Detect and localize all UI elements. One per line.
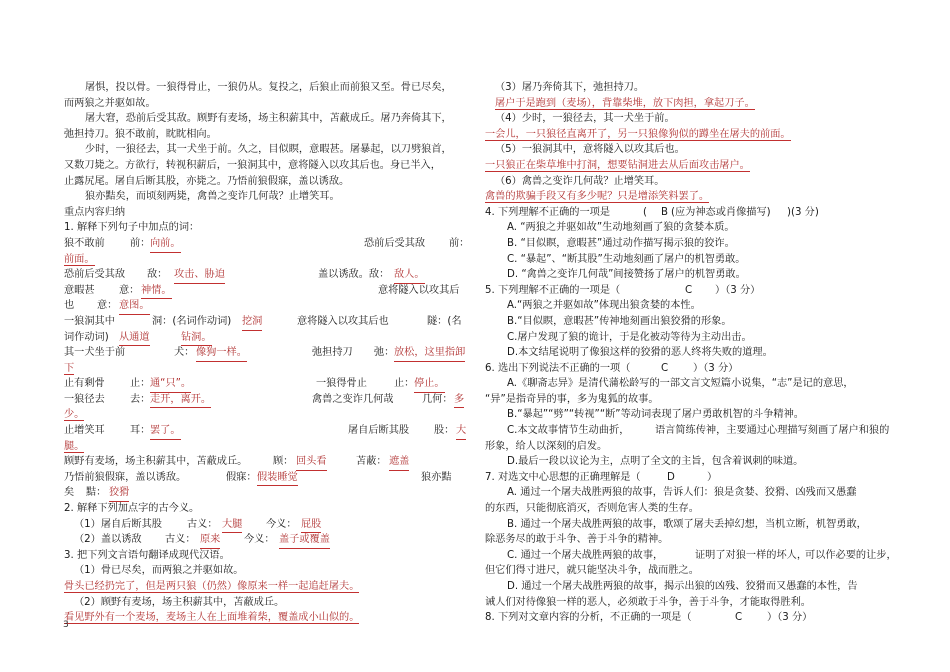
- question-title: 2. 解释下列加点字的古今义。: [64, 503, 200, 515]
- vocab-row: [64, 361, 464, 377]
- answer: 多: [454, 392, 464, 409]
- vocab-row: 一狼洞其中 洞：(名词作动词) 挖洞 意将隧入以攻其后也 隧：(名: [64, 314, 464, 330]
- passage-line: 又数刀毙之。方欲行，转视积薪后，一狼洞其中，意将隧入以攻其后也。身已半入，: [64, 159, 441, 171]
- question-title: 1. 解释下列句子中加点的词：: [64, 222, 200, 234]
- answer: 向前。: [150, 236, 181, 253]
- answer: 下: [64, 362, 75, 374]
- answer: 骨头已经扔完了，但是两只狼（仍然）像原来一样一起追赶屠夫。: [64, 581, 360, 592]
- answer: 走开，离开。: [150, 392, 211, 409]
- option: 但它们得寸进尺，就只能坚决斗争，战而胜之。: [485, 565, 699, 577]
- option: 除恶务尽的敢于斗争、善于斗争的精神。: [485, 534, 669, 546]
- answer: 放松，这里指卸: [394, 345, 465, 362]
- passage-line: 弛担持刀。狼不敢前，眈眈相向。: [64, 128, 217, 140]
- answer: 狡猾: [109, 485, 129, 502]
- answer: 假装睡觉: [257, 470, 298, 487]
- gujin-row: （1）屠自后断其股 古义： 大腿 今义： 屁股: [64, 517, 464, 533]
- passage-line: 屠大窘，恐前后受其敌。顾野有麦场，场主积薪其中，苫蔽成丘。屠乃奔倚其下，: [85, 113, 452, 125]
- translate-prompt: （2）顾野有麦场，场主积薪其中，苫蔽成丘。: [74, 596, 285, 608]
- option: D. “禽兽之变诈几何哉”间接赞扬了屠户的机智勇敢。: [507, 269, 746, 281]
- option: A.“两狼之并驱如故”体现出狼贪婪的本性。: [507, 300, 701, 312]
- vocab-row: 一狼径去 去： 走开，离开。 禽兽之变诈几何哉 几何： 多: [64, 392, 464, 408]
- answer-choice: D: [667, 471, 675, 483]
- option: 形象，给人以深刻的启发。: [485, 440, 608, 452]
- answer: 回头看: [296, 454, 327, 471]
- answer: 盖子或覆盖: [279, 532, 330, 549]
- answer-choice: C: [685, 284, 693, 296]
- answer: 原来: [200, 532, 220, 549]
- answer: 挖洞: [242, 314, 262, 331]
- question-title: 3. 把下列文言语句翻译成现代汉语。: [64, 549, 230, 561]
- passage-line: 而两狼之并驱如故。: [64, 97, 156, 109]
- option: D.最后一段以议论为主，点明了全文的主旨，包含着讽刺的味道。: [507, 456, 804, 468]
- option: D. 通过一个屠夫战胜两狼的故事，揭示出狼的凶残、狡猾而又愚蠢的本性，告: [507, 581, 858, 592]
- passage-line: 屠惧，投以骨。一狼得骨止，一狼仍从。复投之，后狼止而前狼又至。骨已尽矣，: [85, 82, 452, 93]
- vocab-row: [64, 439, 464, 455]
- answer: 敌人。: [394, 267, 425, 284]
- answer: 少。: [64, 409, 85, 421]
- passage-line: 少时，一狼径去，其一犬坐于前。久之，目似瞑，意暇甚。屠暴起，以刀劈狼首，: [85, 144, 452, 156]
- translate-prompt: （4）少时，一狼径去，其一犬坐于前。: [495, 113, 675, 125]
- answer: 停止。: [414, 376, 445, 393]
- option: B. 通过一个屠夫战胜两狼的故事，歌颂了屠夫丢掉幻想，当机立断，机智勇敢，: [507, 518, 867, 530]
- option: “异”是指奇异的事，多为鬼狐的故事。: [485, 393, 659, 405]
- answer: 遮盖: [389, 454, 409, 471]
- question-4: 4. 下列理解不正确的一项是 ( B (应为神态或肖像描写) )(3 分): [485, 205, 890, 221]
- answer: 前面。: [64, 253, 95, 265]
- passage-line: 狼亦黠矣，而顷刻两毙，禽兽之变诈几何哉？止增笑耳。: [85, 191, 340, 203]
- right-column: [485, 80, 897, 626]
- question-6: 6. 选出下列说法不正确的一项（ C ）（3 分）: [485, 361, 890, 377]
- answer: 大: [456, 423, 466, 440]
- option: C.屠户发现了狼的诡计，于是化被动等待为主动出击。: [507, 331, 752, 343]
- answer: 罢了。: [150, 423, 181, 440]
- option: A.《聊斋志异》是清代蒲松龄写的一部文言文短篇小说集，“志”是记的意思，: [507, 378, 854, 390]
- left-column: [64, 80, 470, 626]
- vocab-row: 狼不敢前 前： 向前。 恐前后受其敌 前：: [64, 236, 464, 252]
- vocab-row: 止增笑耳 耳： 罢了。 屠自后断其股 股： 大: [64, 423, 464, 439]
- answer-choice: B: [661, 206, 668, 218]
- vocab-row: 也 意： 意图。: [64, 298, 464, 314]
- vocab-row: 乃悟前狼假寐，盖以诱敌。 假寐： 假装睡觉 狼亦黠: [64, 470, 464, 486]
- option: C. “暴起”、“断其股”生动地刻画了屠户的机智勇敢。: [507, 253, 746, 265]
- vocab-row: 其一犬坐于前 犬： 像狗一样。 弛担持刀 弛： 放松，这里指卸: [64, 345, 464, 361]
- answer: 神情。: [141, 283, 172, 300]
- answer: 一会儿，一只狼径直离开了，另一只狼像狗似的蹲坐在屠夫的前面。: [485, 128, 791, 140]
- answer: 通“只”。: [150, 376, 191, 393]
- passage-line: 止露尻尾。屠自后断其股，亦毙之。乃悟前狼假寐，盖以诱敌。: [64, 175, 350, 187]
- question-5: 5. 下列理解不正确的一项是（ C ）（3 分）: [485, 283, 890, 299]
- answer: 意图。: [119, 298, 150, 315]
- answer: 禽兽的欺骗手段又有多少呢？只是增添笑料罢了。: [485, 191, 710, 203]
- vocab-row: 止有剩骨 止： 通“只”。 一狼得骨止 止： 停止。: [64, 376, 464, 392]
- answer: 屠户于是跑到（麦场），背靠柴堆，放下肉担，拿起刀子。: [495, 97, 755, 109]
- translate-prompt: （3）屠乃奔倚其下，弛担持刀。: [495, 82, 645, 93]
- answer: 从通道: [119, 330, 150, 347]
- answer-choice: C: [735, 612, 743, 624]
- option: A. 通过一个屠夫战胜两狼的故事，告诉人们：狼是贪婪、狡猾、凶残而又愚蠢: [507, 487, 857, 499]
- answer: 钻洞。: [181, 330, 212, 347]
- answer: 攻击、胁迫: [174, 267, 225, 284]
- vocab-row: [64, 252, 464, 268]
- answer: 屁股: [301, 517, 321, 534]
- vocab-row: 矣 黠： 狡猾: [64, 485, 464, 501]
- translate-prompt: （5）一狼洞其中，意将隧入以攻其后也。: [495, 144, 685, 156]
- vocab-row: 词作动词) 从通道 钻洞。: [64, 330, 464, 346]
- vocab-row: 意暇甚 意： 神情。 意将隧入以攻其后: [64, 283, 464, 299]
- gujin-row: （2）盖以诱敌 古义： 原来 今义： 盖子或覆盖: [64, 532, 464, 548]
- answer: 看见野外有一个麦场，麦场主人在上面堆着柴，覆盖成小山似的。: [64, 612, 360, 624]
- answer: 大腿: [222, 517, 242, 534]
- section-heading: 重点内容归纳: [64, 206, 126, 218]
- translate-prompt: （6）禽兽之变诈几何哉？止增笑耳。: [495, 175, 665, 187]
- answer: 腿。: [64, 440, 85, 452]
- option: B.“目似瞑，意暇甚”传神地刻画出狼狡猾的形象。: [507, 315, 732, 327]
- vocab-row: [64, 407, 464, 423]
- option: C. 通过一个屠夫战胜两狼的故事， 证明了对狼一样的坏人， 可以作必要的让步，: [507, 549, 897, 561]
- answer-choice: C: [661, 362, 669, 374]
- option: 的东西，只能彻底消灭，否则危害人类的生存。: [485, 503, 699, 515]
- translate-prompt: （1）骨已尽矣，而两狼之并驱如故。: [74, 565, 244, 577]
- option: B.“暴起”“劈”“转视”“断”等动词表现了屠户勇敢机智的斗争精神。: [507, 409, 804, 421]
- question-8: 8. 下列对文章内容的分析，不正确的一项是（ C ）（3 分）: [485, 610, 890, 626]
- page-number: 3: [63, 620, 69, 630]
- option: D.本文结尾说明了像狼这样的狡猾的恶人终将失败的道理。: [507, 347, 773, 359]
- answer: 像狗一样。: [196, 345, 247, 362]
- question-7: 7. 对选文中心思想的正确理解是（ D ）: [485, 470, 890, 486]
- vocab-row: 恐前后受其敌 敌： 攻击、胁迫 盖以诱敌。敌： 敌人。: [64, 267, 464, 283]
- option: A. “两狼之并驱如故”生动地刻画了狼的贪婪本质。: [507, 222, 735, 234]
- option: 诫人们对待像狼一样的恶人，必须敢于斗争，善于斗争，才能取得胜利。: [485, 596, 811, 608]
- vocab-row: 顾野有麦场，场主积薪其中，苫蔽成丘。 顾： 回头看 苫蔽： 遮盖: [64, 454, 464, 470]
- answer: 一只狼正在柴草堆中打洞，想要钻洞进去从后面攻击屠户。: [485, 159, 750, 171]
- option: B. “目似瞑，意暇甚”通过动作描写揭示狼的狡诈。: [507, 237, 735, 249]
- option: C.本文故事情节生动曲折， 语言简练传神，主要通过心理描写刻画了屠户和狼的: [507, 425, 890, 437]
